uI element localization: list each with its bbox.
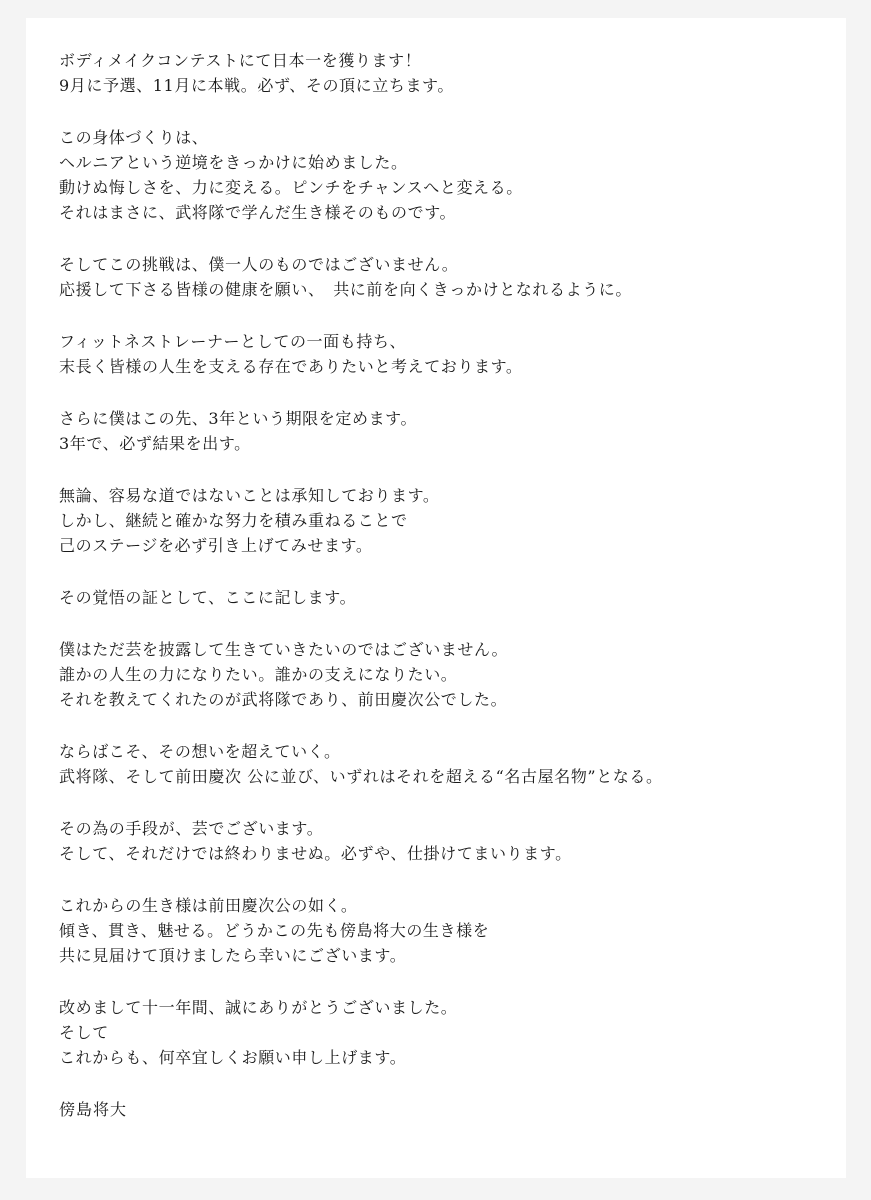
text-line: ヘルニアという逆境をきっかけに始めました。 [59,153,408,172]
paragraph [59,739,819,789]
text-line: その覚悟の証として、ここに記します。 [59,588,357,607]
text-line: 動けぬ悔しさを、力に変える。ピンチをチャンスへと変える。 [59,178,523,197]
text-line: 無論、容易な道ではないことは承知しております。 [59,486,440,505]
text-line: ならばこそ、その想いを超えていく。 [59,742,341,761]
text-line: 僕はただ芸を披露して生きていきたいのではございません。 [59,640,509,659]
paragraph [59,995,819,1070]
text-line: 9月に予選、11月に本戦。必ず、その頂に立ちます。 [59,76,454,95]
text-line: 己のステージを必ず引き上げてみせます。 [59,536,373,555]
paragraph [59,637,819,712]
text-line: さらに僕はこの先、3年という期限を定めます。 [59,409,418,428]
paragraph [59,893,819,968]
paragraph [59,585,819,610]
text-line: そして、それだけでは終わりませぬ。必ずや、仕掛けてまいります。 [59,844,572,863]
text-line: 共に見届けて頂けましたら幸いにございます。 [59,946,407,965]
text-line: 誰かの人生の力になりたい。誰かの支えになりたい。 [59,665,458,684]
signature [59,1097,819,1122]
text-line: 改めまして十一年間、誠にありがとうございました。 [59,998,458,1017]
paragraph [59,483,819,558]
document-body [59,48,819,1149]
text-line: それはまさに、武将隊で学んだ生き様そのものです。 [59,203,457,222]
paragraph [59,816,819,866]
text-line: そして [59,1023,109,1042]
text-line: そしてこの挑戦は、僕一人のものではございません。 [59,255,459,274]
text-line: 末長く皆様の人生を支える存在でありたいと考えております。 [59,357,523,376]
text-line: 応援して下さる皆様の健康を願い、 共に前を向くきっかけとなれるように。 [59,280,633,299]
text-line: 傾き、貫き、魅せる。どうかこの先も傍島将大の生き様を [59,921,490,940]
text-line: フィットネストレーナーとしての一面も持ち、 [59,332,407,351]
paragraph [59,125,819,225]
signature-name: 傍島将大 [59,1100,128,1119]
text-line: その為の手段が、芸でございます。 [59,819,324,838]
text-line: これからの生き様は前田慶次公の如く。 [59,896,358,915]
paragraph [59,48,819,98]
paragraph [59,406,819,456]
paragraph [59,329,819,379]
text-line: しかし、継続と確かな努力を積み重ねることで [59,511,408,530]
text-line: これからも、何卒宜しくお願い申し上げます。 [59,1048,407,1067]
text-line: それを教えてくれたのが武将隊であり、前田慶次公でした。 [59,690,508,709]
text-line: この身体づくりは、 [59,128,209,147]
document-page [26,18,846,1178]
text-line: ボディメイクコンテストにて日本一を獲ります！ [59,51,422,70]
text-line: 武将隊、そして前田慶次 公に並び、いずれはそれを超える“名古屋名物”となる。 [59,767,663,786]
paragraph [59,252,819,302]
text-line: 3年で、必ず結果を出す。 [59,434,251,453]
